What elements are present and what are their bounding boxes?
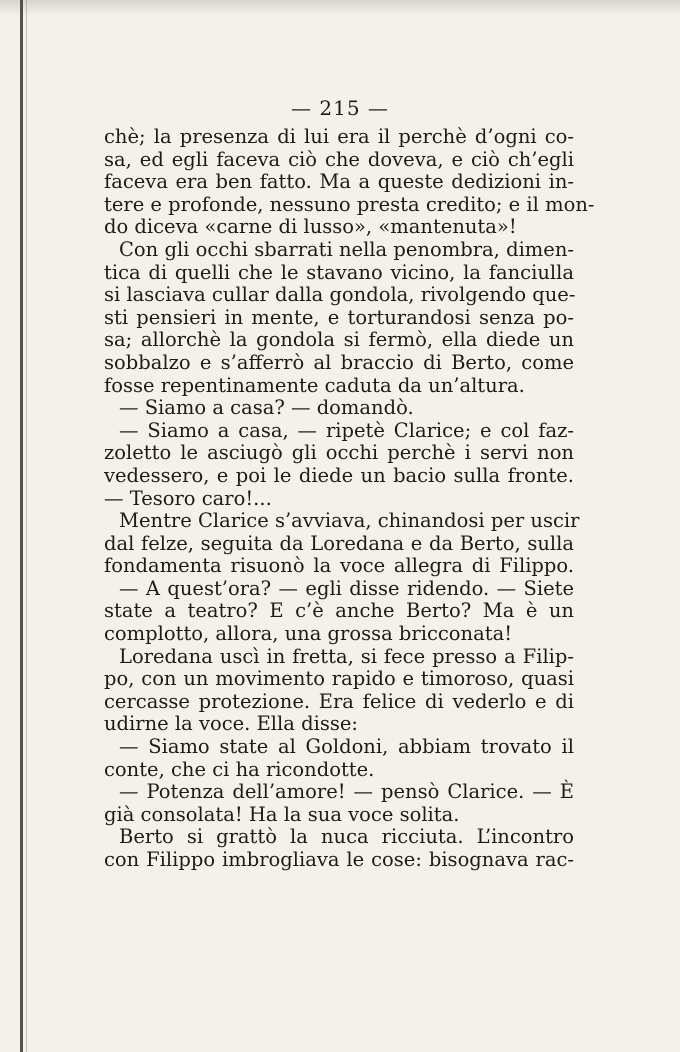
text-line: — A quest’ora? — egli disse ridendo. — Siete xyxy=(119,576,574,600)
text-line: — Potenza dell’amore! — pensò Clarice. — È xyxy=(119,780,574,804)
page-top-shadow xyxy=(0,0,680,16)
text-line: Con gli occhi sbarrati nella penombra, dimen- xyxy=(119,237,574,261)
text-line: già consolata! Ha la sua voce solita. xyxy=(104,802,460,826)
text-line: Loredana uscì in fretta, si fece presso a Filip- xyxy=(119,644,574,668)
text-line: conte, che ci ha ricondotte. xyxy=(104,757,375,781)
page-number: — 215 — xyxy=(291,96,389,120)
text-line: faceva era ben fatto. Ma a queste dedizioni in- xyxy=(104,170,574,194)
text-line: Mentre Clarice s’avviava, chinandosi per uscir xyxy=(119,509,580,533)
body-text xyxy=(104,125,595,872)
text-line: udirne la voce. Ella disse: xyxy=(104,712,358,736)
text-line: cercasse protezione. Era felice di vederlo e di xyxy=(104,689,574,713)
text-line: sobbalzo e s’afferrò al braccio di Berto, come xyxy=(104,350,574,374)
text-line: fondamenta risuonò la voce allegra di Filippo. xyxy=(104,554,574,578)
text-line: sa, ed egli faceva ciò che doveva, e ciò ch’egli xyxy=(104,147,574,171)
page-binding-edge-inner xyxy=(26,0,27,1052)
text-line: — Siamo a casa, — ripetè Clarice; e col faz- xyxy=(119,418,574,442)
text-line: dal felze, seguita da Loredana e da Berto, sulla xyxy=(104,531,574,555)
text-line: chè; la presenza di lui era il perchè d’ogni co- xyxy=(104,125,574,148)
page-binding-edge xyxy=(20,0,23,1052)
text-line: si lasciava cullar dalla gondola, rivolgendo que- xyxy=(104,283,576,307)
text-line: vedessero, e poi le diede un bacio sulla fronte. xyxy=(104,463,574,487)
text-line: — Siamo a casa? — domandò. xyxy=(119,396,414,420)
text-line: complotto, allora, una grossa bricconata! xyxy=(104,622,513,646)
text-line: fosse repentinamente caduta da un’altura. xyxy=(104,373,525,397)
text-line: tica di quelli che le stavano vicino, la fanciulla xyxy=(104,260,574,284)
text-line: state a teatro? E c’è anche Berto? Ma è un xyxy=(104,599,574,623)
text-line: — Siamo state al Goldoni, abbiam trovato il xyxy=(119,735,574,759)
text-line: — Tesoro caro!... xyxy=(104,486,272,510)
text-line: zoletto le asciugò gli occhi perchè i servi non xyxy=(104,441,574,465)
text-line: sa; allorchè la gondola si fermò, ella diede un xyxy=(104,328,574,352)
text-line: sti pensieri in mente, e torturandosi senza po- xyxy=(104,305,574,329)
text-line: con Filippo imbrogliava le cose: bisognava rac- xyxy=(104,848,574,871)
text-line: Berto si grattò la nuca ricciuta. L’incontro xyxy=(119,825,574,849)
text-line: tere e profonde, nessuno presta credito; e il mon- xyxy=(104,192,595,216)
text-line: do diceva «carne di lusso», «mantenuta»! xyxy=(104,215,517,239)
text-line: po, con un movimento rapido e timoroso, quasi xyxy=(104,667,574,691)
